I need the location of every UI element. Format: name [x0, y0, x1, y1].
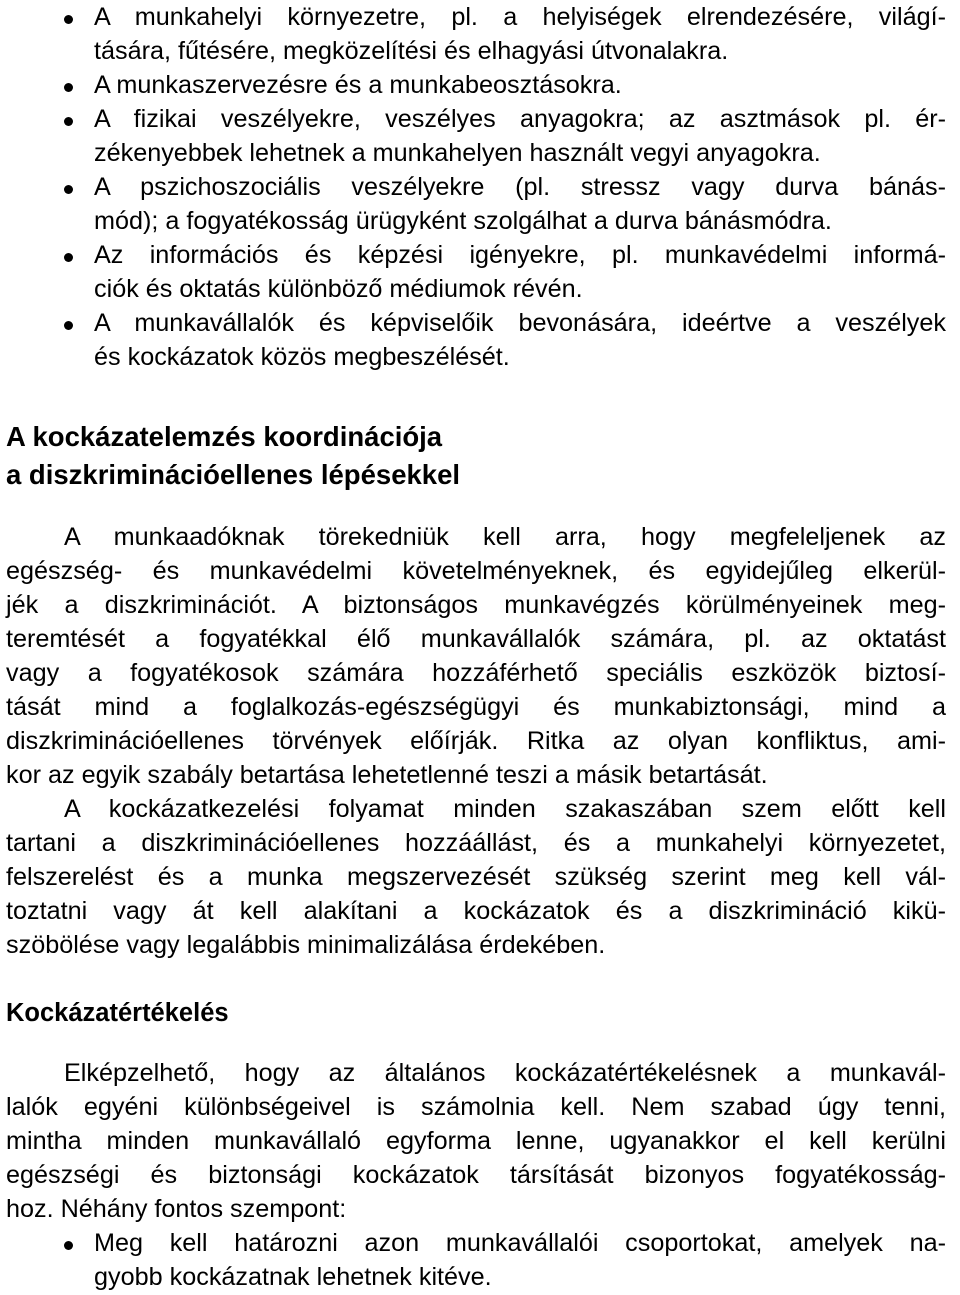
paragraph-line: lalók egyéni különbségeivel is számolnia kell. Nem szabad úgy tenni,	[6, 1093, 946, 1121]
list-item-line: ciók és oktatás különböző médiumok révén.	[94, 275, 583, 303]
bullet-icon	[64, 1241, 73, 1250]
list-item-line: zékenyebbek lehetnek a munkahelyen használt vegyi anyagokra.	[94, 139, 821, 167]
paragraph-line: mintha minden munkavállaló egyforma lenne, ugyanakkor el kell kerülni	[6, 1127, 946, 1155]
paragraph-line: teremtését a fogyatékkal élő munkavállalók számára, pl. az oktatást	[6, 625, 946, 653]
paragraph-line: diszkriminációellenes törvények előírják. Ritka az olyan konfliktus, ami-	[6, 727, 946, 755]
paragraph-line: tását mind a foglalkozás-egészségügyi és munkabiztonsági, mind a	[6, 693, 946, 721]
paragraph-line: szöbölése vagy legalábbis minimalizálása érdekében.	[6, 931, 606, 959]
heading-line: A kockázatelemzés koordinációja	[6, 421, 443, 452]
list-item-line: A pszichoszociális veszélyekre (pl. stressz vagy durva bánás-	[94, 173, 946, 201]
list-item-line: A munkahelyi környezetre, pl. a helyiségek elrendezésére, világí-	[94, 3, 946, 31]
paragraph-line: toztatni vagy át kell alakítani a kockázatok és a diszkrimináció kikü-	[6, 897, 946, 925]
paragraph-line: egészségi és biztonsági kockázatok társítását bizonyos fogyatékosság-	[6, 1161, 946, 1189]
bullet-icon	[64, 321, 73, 330]
bullet-icon	[64, 15, 73, 24]
list-item-line: tására, fűtésére, megközelítési és elhagyási útvonalakra.	[94, 37, 729, 65]
paragraph-line: Elképzelhető, hogy az általános kockázatértékelésnek a munkavál-	[64, 1059, 946, 1087]
bullet-icon	[64, 83, 73, 92]
paragraph-line: felszerelést és a munka megszervezését szükség szerint meg kell vál-	[6, 863, 946, 891]
list-item-line: Az információs és képzési igényekre, pl. munkavédelmi informá-	[94, 241, 946, 269]
list-item-line: és kockázatok közös megbeszélését.	[94, 343, 510, 371]
list-item-line: A munkaszervezésre és a munkabeosztásokra.	[94, 71, 622, 99]
list-item-line: Meg kell határozni azon munkavállalói csoportokat, amelyek na-	[94, 1229, 946, 1257]
bullet-icon	[64, 117, 73, 126]
paragraph-line: A munkaadóknak törekedniük kell arra, hogy megfeleljenek az	[64, 523, 946, 551]
paragraph-line: vagy a fogyatékosok számára hozzáférhető speciális eszközök biztosí-	[6, 659, 946, 687]
section-heading-risk-assessment: Kockázatértékelés	[6, 999, 229, 1027]
list-item-line: A fizikai veszélyekre, veszélyes anyagokra; az asztmások pl. ér-	[94, 105, 946, 133]
list-item-line: gyobb kockázatnak lehetnek kitéve.	[94, 1263, 492, 1291]
paragraph-line: egészség- és munkavédelmi követelményeknek, és egyidejűleg elkerül-	[6, 557, 946, 585]
bullet-icon	[64, 253, 73, 262]
list-item-line: mód); a fogyatékosság ürügyként szolgálhat a durva bánásmódra.	[94, 207, 832, 235]
paragraph-line: A kockázatkezelési folyamat minden szakaszában szem előtt kell	[64, 795, 946, 823]
heading-line: a diszkriminációellenes lépésekkel	[6, 459, 461, 490]
paragraph-line: kor az egyik szabály betartása lehetetlenné teszi a másik betartását.	[6, 761, 768, 789]
list-item-line: A munkavállalók és képviselőik bevonására, ideértve a veszélyek	[94, 309, 946, 337]
paragraph-line: tartani a diszkriminációellenes hozzáállást, és a munkahelyi környezetet,	[6, 829, 946, 857]
bullet-icon	[64, 185, 73, 194]
paragraph-line: jék a diszkriminációt. A biztonságos munkavégzés körülményeinek meg-	[6, 591, 946, 619]
paragraph-line: hoz. Néhány fontos szempont:	[6, 1195, 347, 1223]
